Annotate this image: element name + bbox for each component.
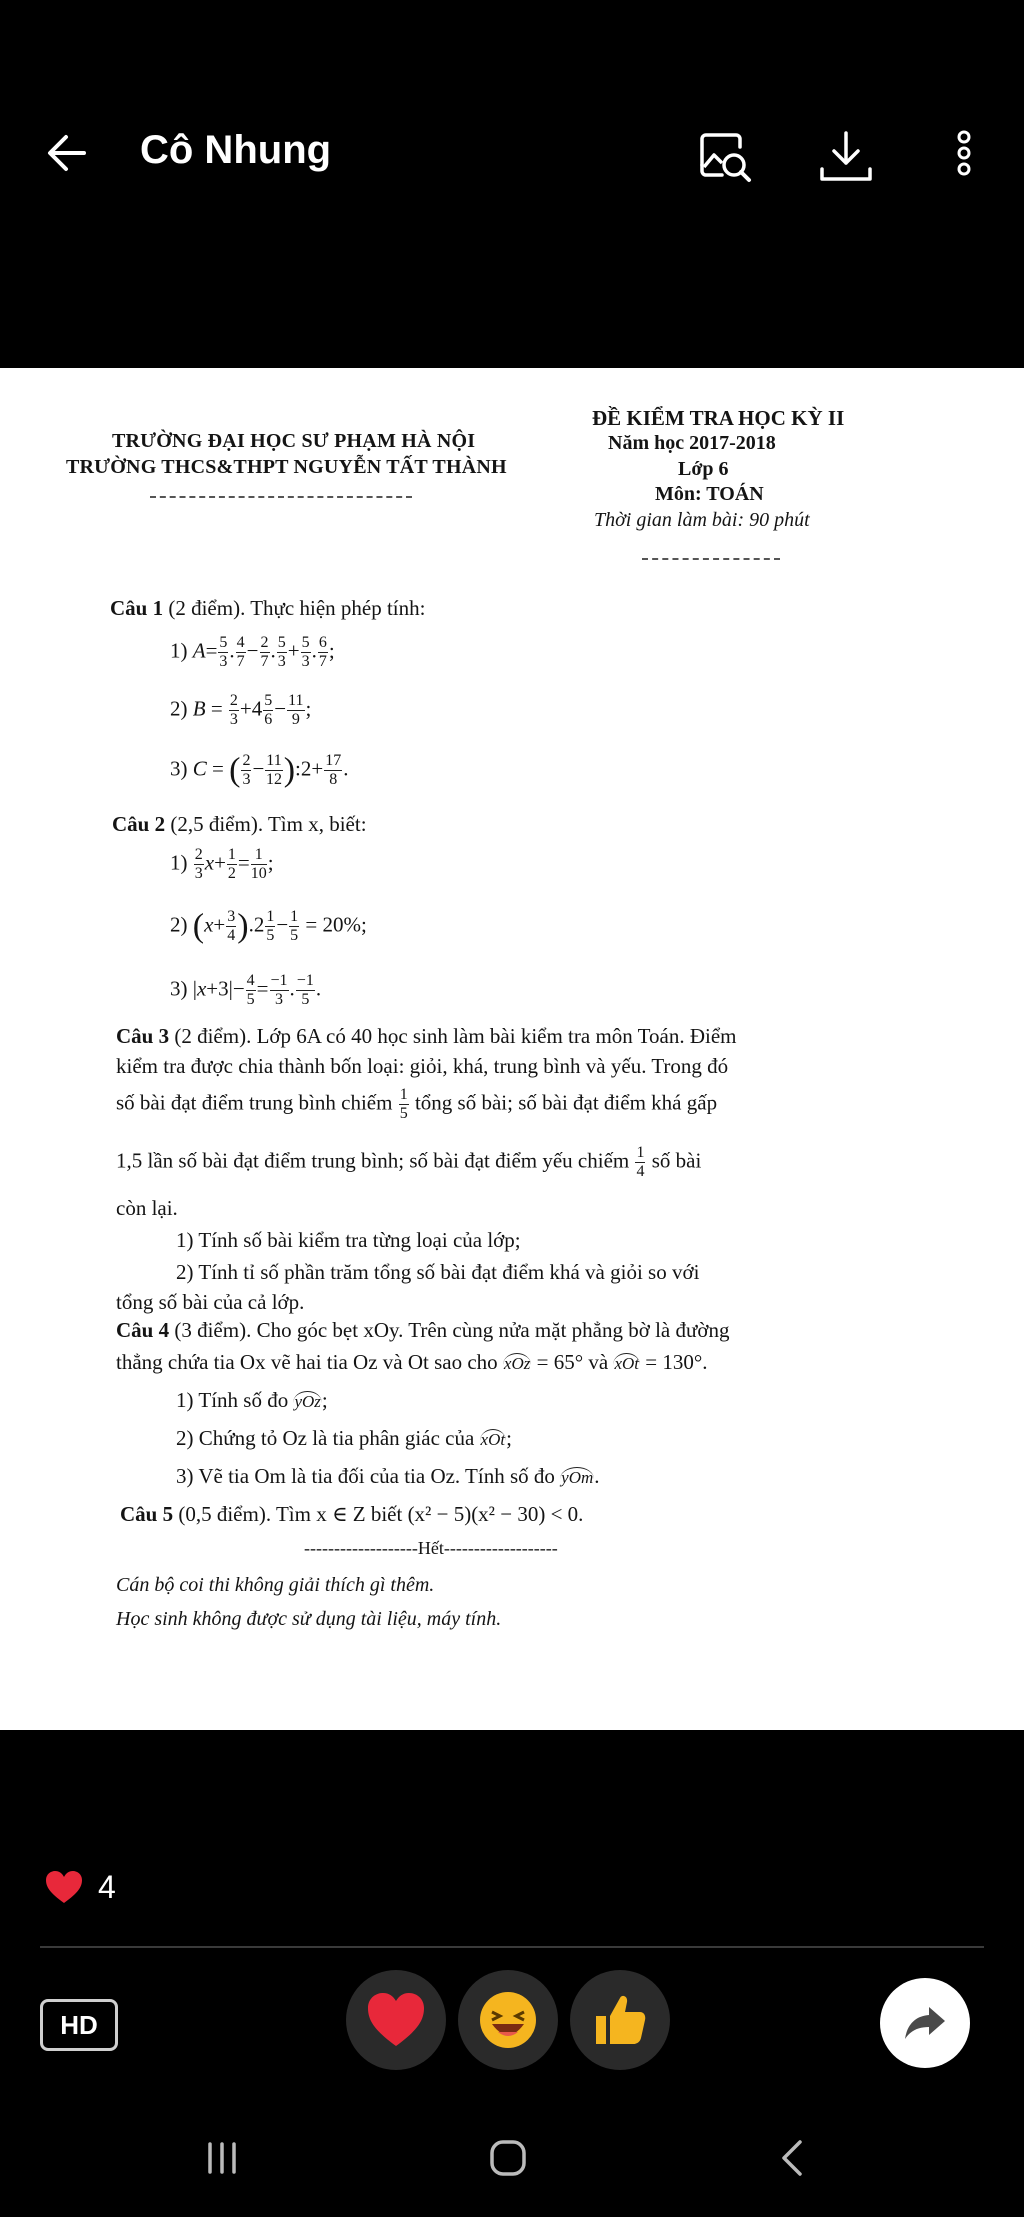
question-2-heading: [112, 812, 367, 837]
question-4-line-1: [116, 1318, 729, 1343]
question-3-sub-2a: 2) Tính tỉ số phần trăm tổng số bài đạt điểm khá và giỏi so với: [176, 1260, 700, 1284]
question-5-label: Câu 5: [120, 1502, 174, 1526]
question-1-item-3: 3) C = ( $\frac{2}{3}$ − $\frac{11}{12}$ ):2+ $\frac{17}{8}$ .: [170, 751, 349, 789]
recent-apps-button[interactable]: [192, 2128, 252, 2188]
share-icon: [901, 1999, 949, 2047]
question-3-text-4a: 1,5 lần số bài đạt điểm trung bình; số bài đạt điểm yếu chiếm: [116, 1148, 630, 1173]
system-back-button[interactable]: [764, 2128, 824, 2188]
chevron-left-icon: [770, 2134, 818, 2182]
page-title: Cô Nhung: [140, 128, 332, 172]
question-3-text-3a: số bài đạt điểm trung bình chiếm: [116, 1090, 393, 1115]
exam-duration: Thời gian làm bài: 90 phút: [594, 509, 810, 531]
question-4-sub-3: 3) Vẽ tia Om là tia đối của tia Oz. Tính số đo yOm.: [176, 1464, 600, 1488]
question-2-label: Câu 2: [112, 812, 166, 836]
home-icon: [484, 2134, 532, 2182]
thumbs-up-reaction-icon: [588, 1988, 652, 2052]
laugh-reaction-icon: [476, 1988, 540, 2052]
question-2-item-1: 1) $\frac{2}{3}$ x+ $\frac{1}{2}$ = $\frac{1}{10}$ ;: [170, 846, 274, 882]
school-name-line1: TRƯỜNG ĐẠI HỌC SƯ PHẠM HÀ NỘI: [112, 430, 476, 452]
question-1-item-1: 1) A= $\frac{5}{3}$ . $\frac{4}{7}$ − $\frac{2}{7}$ . $\frac{5}{3}$ + $\frac{5}{3}$ . $\frac{6}{7}$ ;: [170, 634, 335, 670]
subject: Môn: TOÁN: [655, 483, 764, 505]
like-count: 4: [98, 1868, 116, 1905]
more-vertical-icon: [936, 125, 1000, 189]
question-3-text-4b: số bài: [651, 1148, 702, 1173]
download-button[interactable]: [814, 125, 878, 189]
heart-icon: [44, 1869, 84, 1905]
question-2-item-3: 3) |x+3|− $\frac{4}{5}$ = $\frac{-1}{3}$ . $\frac{-1}{5}$ .: [170, 972, 322, 1008]
question-2-item-2: 2) (x+ $\frac{3}{4}$ ).2 $\frac{1}{5}$ − $\frac{1}{5}$ = 20%;: [170, 907, 367, 945]
question-4-sub-1-text: 1) Tính số đo: [176, 1388, 289, 1412]
question-4-line-2: thẳng chứa tia Ox vẽ hai tia Oz và Ot sao cho xOz = 65° và xOt = 130°.: [116, 1350, 708, 1374]
hd-button[interactable]: HD: [40, 1999, 118, 2051]
question-3-line-4: 1,5 lần số bài đạt điểm trung bình; số bài đạt điểm yếu chiếm $\frac{1}{4}$ số bài: [116, 1144, 702, 1180]
footer-divider: [40, 1946, 984, 1948]
question-3-line-3: số bài đạt điểm trung bình chiếm $\frac{1}{5}$ tổng số bài; số bài đạt điểm khá gấp: [116, 1086, 718, 1122]
question-3-text-1: (2 điểm). Lớp 6A có 40 học sinh làm bài kiểm tra môn Toán. Điểm: [174, 1024, 737, 1048]
question-4-text-2a: thẳng chứa tia Ox vẽ hai tia Oz và Ot sao cho: [116, 1350, 498, 1374]
back-arrow-icon: [40, 125, 96, 181]
question-3-line-2: kiểm tra được chia thành bốn loại: giỏi, khá, trung bình và yếu. Trong đó: [116, 1054, 729, 1078]
question-1-heading: [110, 596, 425, 621]
exam-document-image[interactable]: [0, 368, 1024, 1730]
question-4-label: Câu 4: [116, 1318, 170, 1342]
download-icon: [814, 125, 878, 189]
question-3-sub-2b: tổng số bài của cả lớp.: [116, 1290, 305, 1314]
note-line-2: Học sinh không được sử dụng tài liệu, máy tính.: [116, 1608, 502, 1630]
question-3-line-5: còn lại.: [116, 1196, 178, 1220]
question-4-sub-2-text: 2) Chứng tỏ Oz là tia phân giác của: [176, 1426, 475, 1450]
question-4-text-1: (3 điểm). Cho góc bẹt xOy. Trên cùng nửa mặt phẳng bờ là đường: [174, 1318, 730, 1342]
question-1-item-2: 2) B = $\frac{2}{3}$ +4 $\frac{5}{6}$ − $\frac{11}{9}$ ;: [170, 692, 312, 728]
back-button[interactable]: [40, 125, 96, 181]
school-name-line2: TRƯỜNG THCS&THPT NGUYỄN TẤT THÀNH: [66, 456, 507, 478]
note-line-1: Cán bộ coi thi không giải thích gì thêm.: [116, 1574, 435, 1596]
exam-title: ĐỀ KIỂM TRA HỌC KỲ II: [592, 406, 845, 430]
header-divider-right: [642, 558, 780, 560]
question-5-text: (0,5 điểm). Tìm x ∈ Z biết (x² − 5)(x² − 30) < 0.: [178, 1502, 584, 1526]
question-3-sub-1: 1) Tính số bài kiểm tra từng loại của lớp;: [176, 1228, 521, 1252]
laugh-reaction-button[interactable]: [458, 1970, 558, 2070]
share-button[interactable]: [880, 1978, 970, 2068]
question-4-sub-2: 2) Chứng tỏ Oz là tia phân giác của xOt;: [176, 1426, 512, 1450]
grade: Lớp 6: [678, 458, 729, 480]
question-4-text-2b: = 65° và: [536, 1350, 609, 1374]
school-year: Năm học 2017-2018: [608, 432, 776, 454]
more-options-button[interactable]: [936, 125, 1000, 189]
question-4-sub-1: 1) Tính số đo yOz;: [176, 1388, 328, 1412]
question-4-sub-3-text: 3) Vẽ tia Om là tia đối của tia Oz. Tính số đo: [176, 1464, 555, 1488]
like-summary[interactable]: [44, 1865, 116, 1909]
recent-apps-icon: [198, 2134, 246, 2182]
image-search-button[interactable]: [692, 125, 756, 189]
question-3-text-3b: tổng số bài; số bài đạt điểm khá gấp: [414, 1090, 718, 1115]
thumbs-up-reaction-button[interactable]: [570, 1970, 670, 2070]
question-1-text: (2 điểm). Thực hiện phép tính:: [168, 596, 426, 620]
heart-reaction-button[interactable]: [346, 1970, 446, 2070]
question-5: [120, 1502, 583, 1527]
home-button[interactable]: [478, 2128, 538, 2188]
header-divider-left: [150, 496, 412, 498]
question-2-text: (2,5 điểm). Tìm x, biết:: [170, 812, 367, 836]
heart-reaction-icon: [364, 1988, 428, 2052]
question-3-line-1: [116, 1024, 737, 1049]
question-3-label: Câu 3: [116, 1024, 170, 1048]
question-1-label: Câu 1: [110, 596, 164, 620]
question-4-text-2c: = 130°.: [645, 1350, 708, 1374]
app-bar: [0, 0, 1024, 300]
end-marker: -------------------Hết-------------------: [304, 1538, 558, 1558]
image-search-icon: [692, 125, 756, 189]
